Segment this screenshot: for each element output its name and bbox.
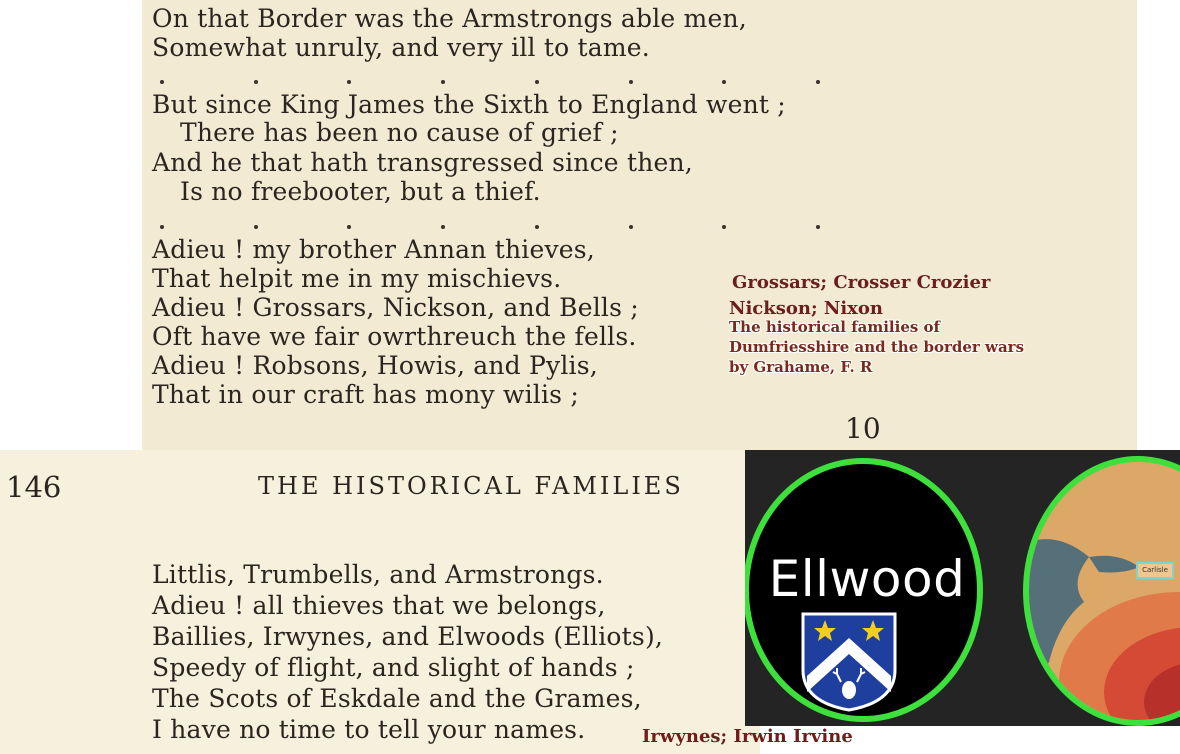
poem-line: Adieu ! all thieves that we belongs,	[152, 591, 606, 620]
poem-line: Adieu ! Grossars, Nickson, and Bells ;	[152, 293, 639, 322]
poem-line: Littlis, Trumbells, and Armstrongs.	[152, 560, 604, 589]
map-heat-graphic	[1029, 462, 1180, 726]
poem-line: Oft have we fair owrthreuch the fells.	[152, 322, 637, 351]
page-number: 10	[845, 412, 881, 445]
surname-badge	[745, 458, 983, 722]
poem-line: The Scots of Eskdale and the Grames,	[152, 684, 642, 713]
poem-line: I have no time to tell your names.	[152, 715, 586, 744]
ellipsis-dots	[160, 225, 820, 231]
poem-line: And he that hath transgressed since then,	[152, 148, 693, 177]
poem-line: On that Border was the Armstrongs able men,	[152, 4, 747, 33]
annotation-source-line: The historical families of	[729, 318, 940, 336]
badge-title: Ellwood	[768, 550, 966, 608]
poem-line: That in our craft has mony wilis ;	[152, 380, 579, 409]
annotation-grossars: Grossars; Crosser Crozier	[732, 272, 991, 293]
ellipsis-dots	[160, 80, 820, 86]
poem-line: But since King James the Sixth to England went ;	[152, 90, 786, 119]
map-city-label: Carlisle	[1136, 562, 1174, 579]
surname-graphic-panel	[745, 450, 1180, 726]
annotation-source-line: by Grahame, F. R	[729, 358, 873, 376]
shield-crest-icon	[801, 612, 897, 712]
poem-line: Adieu ! Robsons, Howis, and Pylis,	[152, 351, 598, 380]
page-number: 146	[6, 470, 62, 504]
poem-line: Is no freebooter, but a thief.	[180, 177, 541, 206]
annotation-irwynes: Irwynes; Irwin Irvine	[642, 726, 853, 747]
poem-line: Somewhat unruly, and very ill to tame.	[152, 33, 650, 62]
annotation-nickson: Nickson; Nixon	[729, 298, 883, 319]
poem-line: Adieu ! my brother Annan thieves,	[152, 235, 595, 264]
running-head: THE HISTORICAL FAMILIES	[258, 472, 684, 500]
poem-line: Speedy of flight, and slight of hands ;	[152, 653, 635, 682]
poem-line: Baillies, Irwynes, and Elwoods (Elliots),	[152, 622, 664, 651]
poem-line: There has been no cause of grief ;	[180, 118, 619, 147]
annotation-source-line: Dumfriesshire and the border wars	[729, 338, 1025, 356]
poem-line: That helpit me in my mischievs.	[152, 264, 562, 293]
distribution-map	[1023, 456, 1180, 726]
